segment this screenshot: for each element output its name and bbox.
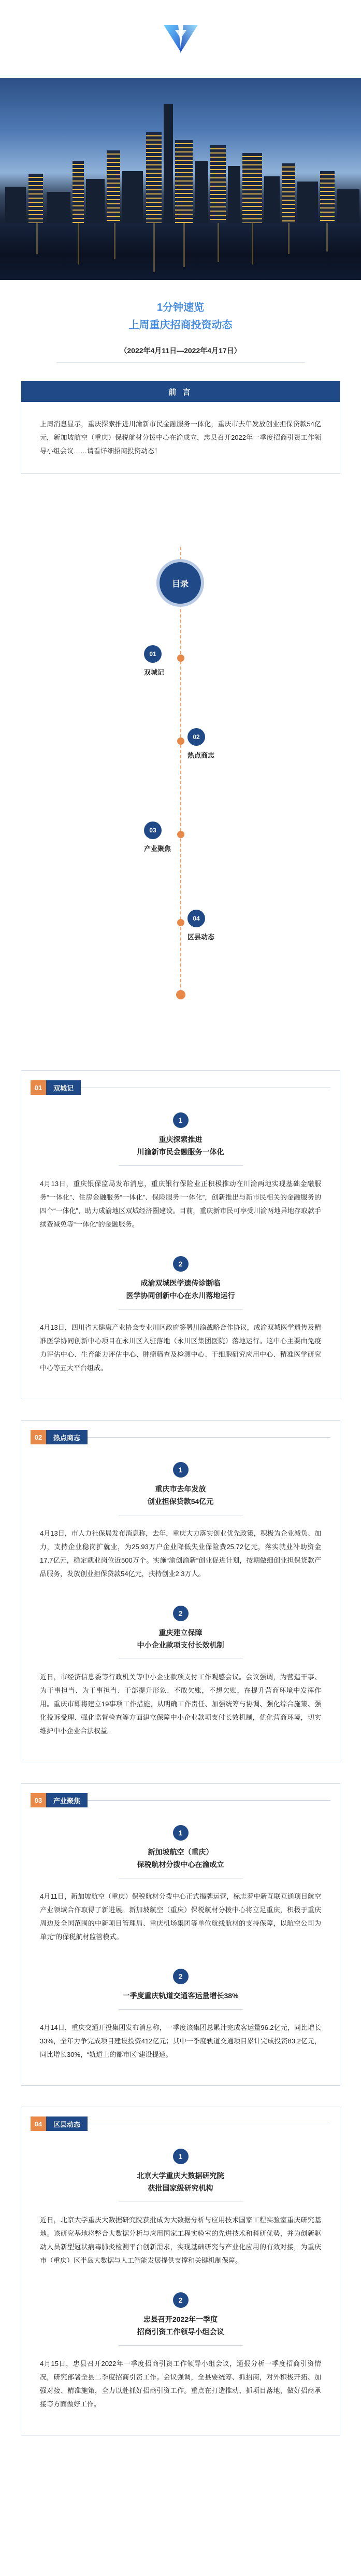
section-tag xyxy=(31,1080,340,1095)
article-number: 1 xyxy=(173,1112,189,1128)
brand-logo-icon xyxy=(163,23,199,55)
article xyxy=(21,1825,340,1951)
toc-dot-1 xyxy=(177,655,184,662)
toc-item-2[interactable] xyxy=(187,728,214,760)
article-title-line: 获批国家级研究机构 xyxy=(148,2184,213,2192)
section-redian xyxy=(21,1420,340,1762)
toc-hub-label: 目录 xyxy=(171,579,189,589)
toc-item-number: 04 xyxy=(187,910,205,927)
article-number: 1 xyxy=(173,2149,189,2164)
article-title-line: 重庆探索推进 xyxy=(158,1135,203,1144)
article-body: 4月13日，重庆银保监局发布消息，重庆银行保险业正积极推动在川渝两地实现基础金融服务“一体化”、住房金融服务“一体化”、保险服务“一体化”，创新推出与新市民相关的金融服务的四个“一体化”，助力成渝地区双城经济圈建设。目前，重庆新市民可享受川渝两地异地存取款手续费减免等“一体化”的金融服务。 xyxy=(40,1180,321,1228)
article-number: 2 xyxy=(173,1256,189,1272)
logo-area xyxy=(0,0,361,78)
foreword-header xyxy=(21,381,340,402)
toc-dot-4 xyxy=(177,919,184,926)
section-title: 产业聚焦 xyxy=(46,1793,88,1807)
toc-end-dot xyxy=(176,990,185,999)
section-title: 热点商志 xyxy=(46,1430,88,1444)
article-body: 4月11日，新加坡航空（重庆）保税航材分拨中心正式揭牌运营，标志着中新互联互通项目航空产业领域合作取得了新进展。新加坡航空（重庆）保税航材分拨中心将立足重庆，积极于重庆周边及全国范围的中新项目管理局、重庆机场集团等单位航线航材的支持保障，以航空公司为单元“的保税航材监管模式。 xyxy=(40,1892,321,1941)
article-number: 2 xyxy=(173,2292,189,2308)
article-body: 4月13日，四川省大健康产业协会专业川区政府签署川渝战略合作协议，成渝双城医学遗传及精准医学协同创新中心项目在永川区入驻落地（永川区集团医院）落地运行。这中心主要由免疫力评估中心、生育能力评估中心、肿瘤筛查及检测中心、干细胞研究应用中心、精准医学研究中心等五大平台组成。 xyxy=(40,1324,321,1372)
foreword-heading: 前 言 xyxy=(168,387,193,397)
toc-item-3[interactable] xyxy=(144,821,171,853)
date-range: （2022年4月11日—2022年4月17日） xyxy=(120,346,241,355)
article-title-line: 保税航材分拨中心在渝成立 xyxy=(137,1860,224,1869)
article-title xyxy=(40,1277,321,1302)
toc-dot-2 xyxy=(177,737,184,745)
article-title-line: 成渝双城医学遗传诊断临 xyxy=(140,1279,221,1287)
toc-item-label: 产业聚焦 xyxy=(144,845,171,853)
article-title-line: 新加坡航空（重庆） xyxy=(148,1848,213,1856)
toc-item-label: 区县动态 xyxy=(187,933,215,941)
article-title-line: 重庆建立保障 xyxy=(158,1628,203,1637)
article-title-line: 创业担保贷款54亿元 xyxy=(147,1497,214,1506)
article-title-line: 川渝新市民金融服务一体化 xyxy=(137,1148,224,1156)
table-of-contents xyxy=(0,474,361,1070)
article xyxy=(21,1256,340,1382)
article-title xyxy=(40,1626,321,1651)
foreword-card xyxy=(21,381,340,474)
article-number: 2 xyxy=(173,1969,189,1984)
section-chanye xyxy=(21,1783,340,2086)
article-title xyxy=(40,1989,321,2002)
article-body: 近日，北京大学重庆大数据研究院获批成为大数据分析与应用技术国家工程实验室重庆研究基地。该研究基地将整合大数据分析与应用国家工程实验室的先进技术和科研优势，并为创新驱动人员新型冠状病毒肺炎检测平台创新需求，实现基础研究与产业化应用的有效对接，为重庆市（重庆）区半岛大数据与人工智能发展提供支撑和关键机制保障。 xyxy=(40,2216,321,2264)
article-number: 1 xyxy=(173,1825,189,1841)
toc-item-number: 02 xyxy=(187,728,205,746)
article-title-line: 医学协同创新中心在永川落地运行 xyxy=(126,1291,235,1300)
section-title: 区县动态 xyxy=(46,2117,88,2131)
title-block xyxy=(0,280,361,370)
article-body: 近日，市经济信息委等行政机关等中小企业款项支付工作观感会议。会议强调，为营造干事、为干事担当、为干事担当、干部提升形象、不敢欠账，不想欠账，在提升营商环境中发挥作用。重庆市即将建立19事项工作措施，从明确工作责任、加强统筹与协调、强化综合施策、强化投诉受理、强化监督检查等方面建立保障中小企业款项支付长效机制，优化营商环境，切实维护中小企业合法权益。 xyxy=(40,1673,321,1735)
toc-dot-3 xyxy=(177,831,184,838)
toc-hub xyxy=(160,562,201,604)
article xyxy=(21,2292,340,2418)
article xyxy=(21,1462,340,1588)
section-tag xyxy=(31,1793,340,1807)
section-title: 双城记 xyxy=(46,1080,81,1095)
article-body: 4月15日，忠县召开2022年一季度招商引资工作领导小组会议，通报分析一季度招商引资情况，研究部署全县二季度招商引资工作。会议强调，全县要统筹、抓招商，对外积极开拓、加强对接、精准施策，全力以赴抓好招商引资工作。重点在打造推动、抓项目落地，做好招商承接等方面做好工作。 xyxy=(40,2360,321,2408)
article-number: 1 xyxy=(173,1462,189,1478)
section-number: 03 xyxy=(31,1793,46,1807)
article-title xyxy=(40,1133,321,1158)
section-number: 01 xyxy=(31,1080,46,1095)
section-shuangchengji xyxy=(21,1070,340,1399)
headline-line1: 1分钟速览 xyxy=(156,302,205,313)
section-quxian xyxy=(21,2107,340,2435)
toc-item-4[interactable] xyxy=(187,910,214,941)
article-title-line: 北京大学重庆大数据研究院 xyxy=(137,2171,224,2180)
article-title-line: 重庆市去年发放 xyxy=(155,1485,206,1493)
article-title-line: 忠县召开2022年一季度 xyxy=(143,2315,218,2323)
section-number: 04 xyxy=(31,2117,46,2131)
article-title-line: 一季度重庆轨道交通客运量增长38% xyxy=(122,1992,239,2000)
article-title xyxy=(40,2169,321,2194)
hero-city-image xyxy=(0,78,361,280)
article xyxy=(21,1112,340,1238)
article xyxy=(21,2149,340,2275)
toc-item-1[interactable] xyxy=(144,645,164,677)
article xyxy=(21,1969,340,2069)
article-body: 4月14日，重庆交通开投集团发布消息称，一季度该集团总累计完成客运量96.2亿元，同比增长33%，全年力争完成项目建设投资412亿元；其中一季度轨道交通项目累计完成投资83.2亿元，同比增长30%，“轨道上的都市区”建设提速。 xyxy=(40,2024,321,2058)
article-title-line: 招商引资工作领导小组会议 xyxy=(137,2328,224,2336)
article-body: 4月13日，市人力社保局发布消息称，去年，重庆大力落实创业优先政策，积极为企业减负、加力，支持企业稳岗扩就业，为25.93万户企业降低失业保险费25.72亿元，落实就业补助资金17.7亿元，稳定就业岗位近500万个。实施“渝创渝新”创业促进计划，按期做细创业担保贷款产品服务，发放创业担保贷款54亿元，扶持创业2.3万人。 xyxy=(40,1529,321,1578)
toc-item-label: 热点商志 xyxy=(187,751,215,759)
title-divider xyxy=(56,362,305,363)
headline-line2: 上周重庆招商投资动态 xyxy=(128,319,233,331)
article-title xyxy=(40,1483,321,1508)
section-tag xyxy=(31,1430,340,1444)
toc-item-label: 双城记 xyxy=(144,669,165,676)
section-tag xyxy=(31,2117,340,2131)
toc-item-number: 03 xyxy=(144,821,162,839)
article-title xyxy=(40,1846,321,1871)
article-title-line: 中小企业款项支付长效机制 xyxy=(137,1641,224,1649)
article-number: 2 xyxy=(173,1606,189,1621)
toc-item-number: 01 xyxy=(144,645,162,663)
article-title xyxy=(40,2313,321,2338)
foreword-body: 上周消息显示，重庆探索推进川渝新市民金融服务一体化，重庆市去年发放创业担保贷款54亿元，新加坡航空（重庆）保税航材分拨中心在渝成立，忠县召开2022年一季度招商引资工作领导小组会议……请看详细招商投资动态！ xyxy=(40,420,321,455)
article xyxy=(21,1606,340,1745)
section-number: 02 xyxy=(31,1430,46,1444)
